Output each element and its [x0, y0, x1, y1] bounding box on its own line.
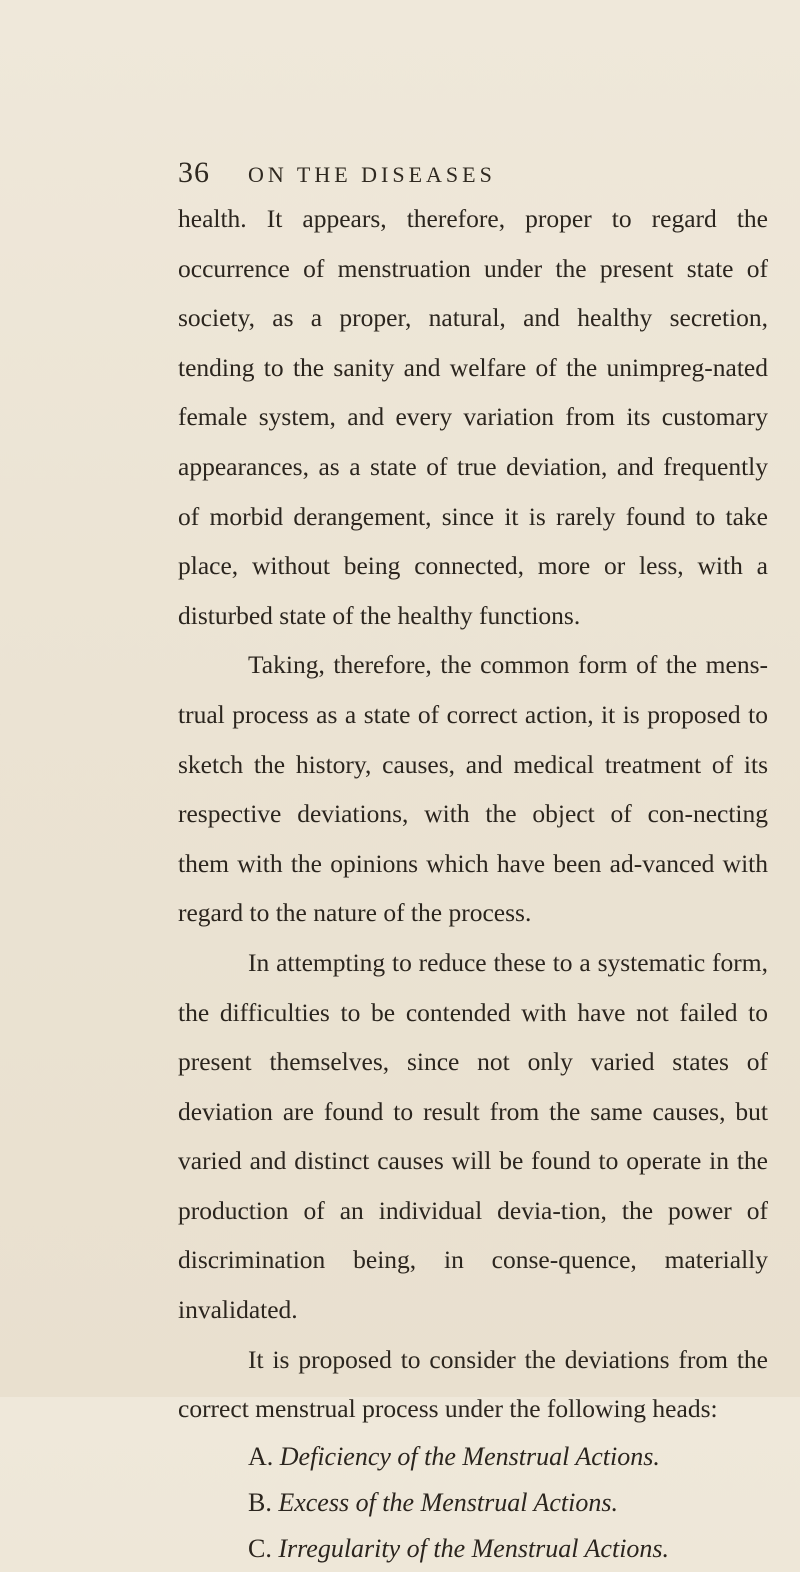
running-head: [178, 156, 770, 196]
head-letter: B.: [248, 1487, 272, 1517]
body-text: [178, 194, 768, 1572]
head-text: Excess of the Menstrual Actions.: [278, 1487, 618, 1517]
running-title: ON THE DISEASES: [248, 162, 496, 187]
head-item-c: [178, 1526, 768, 1572]
paragraph-4: It is proposed to consider the deviations from the correct menstrual process under the following heads:: [178, 1344, 768, 1424]
head-item-a: [178, 1434, 768, 1480]
head-letter: A.: [248, 1441, 274, 1471]
heads-list: [178, 1434, 768, 1572]
paragraph-3: In attempting to reduce these to a systematic form, the difficulties to be contended with have not failed to present themselves, since not only varied states of deviation are found to result from the same causes, but varied and distinct causes will be found to operate in the production of an individual devia-tion, the power of discrimination being, in conse-quence, materially invalidated.: [178, 947, 768, 1325]
paragraph-2: Taking, therefore, the common form of the mens-trual process as a state of correct action, it is proposed to sketch the history, causes, and medical treatment of its respective deviations, with the object of con-necting them with the opinions which have been ad-vanced with regard to the nature of the process.: [178, 650, 768, 928]
head-item-b: [178, 1480, 768, 1526]
page-number: 36: [178, 156, 210, 189]
head-letter: C.: [248, 1533, 272, 1563]
paragraph-1: health. It appears, therefore, proper to regard the occurrence of menstruation under the present state of society, as a proper, natural, and healthy secretion, tending to the sanity and welfare of the unimpreg-nated female system, and every variation from its customary appearances, as a state of true deviation, and frequently of morbid derangement, since it is rarely found to take place, without being connected, more or less, with a disturbed state of the healthy functions.: [178, 204, 768, 630]
head-text: Deficiency of the Menstrual Actions.: [279, 1441, 660, 1471]
head-text: Irregularity of the Menstrual Actions.: [278, 1533, 670, 1563]
